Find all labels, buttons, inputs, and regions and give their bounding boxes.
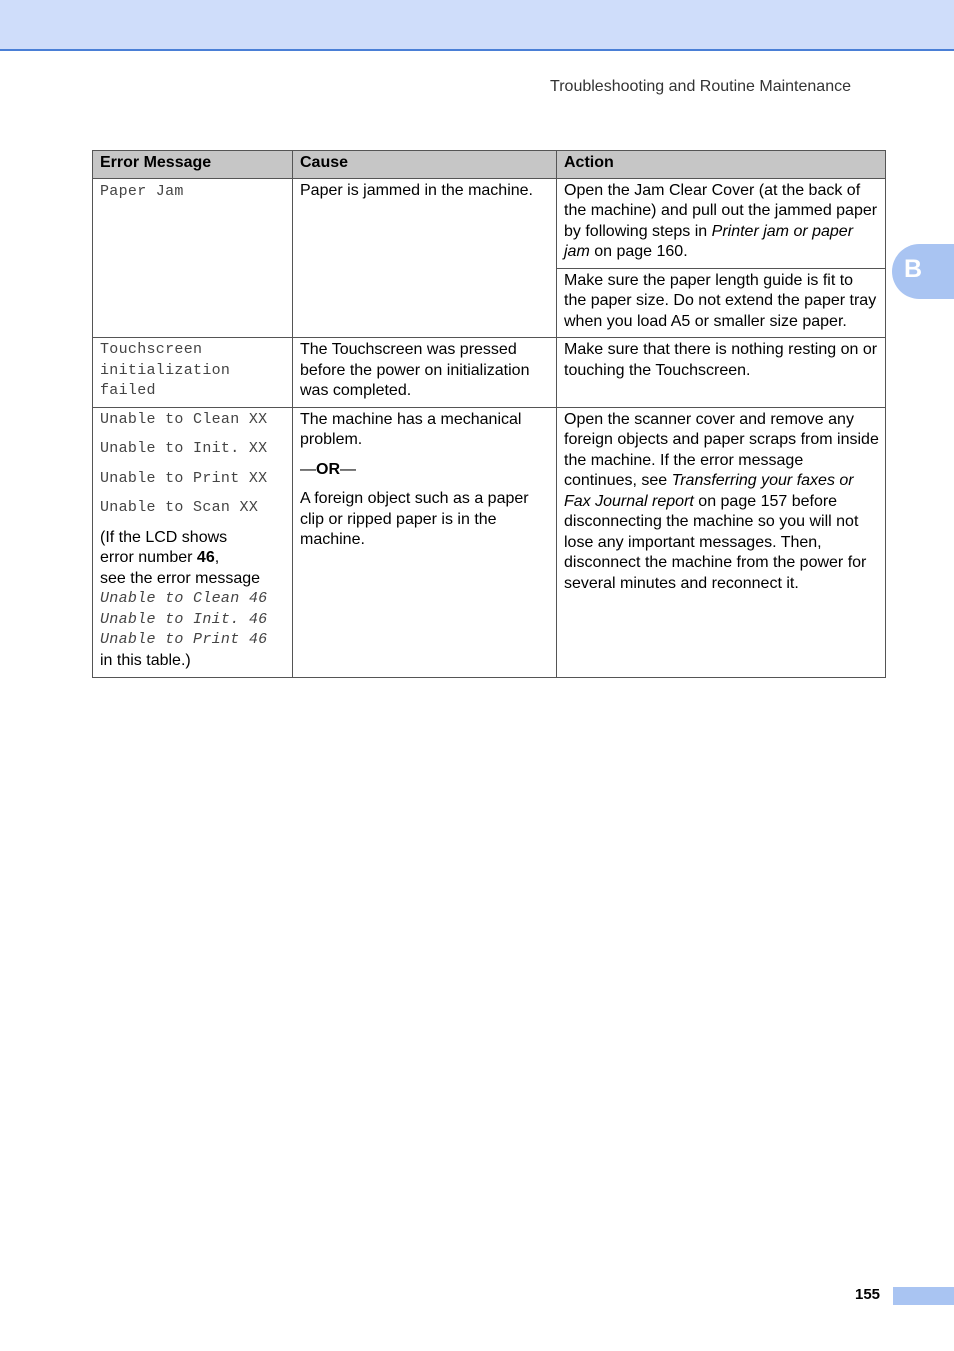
error-message-text: Unable to Scan XX — [100, 499, 259, 516]
cause-cell — [293, 407, 557, 677]
table-row — [93, 338, 886, 408]
table-row — [93, 407, 886, 677]
or-separator — [300, 460, 550, 481]
action-text: on page 157 before disconnecting the machine so you will not lose any important messages. Then, disconnect the machine from the power for several minutes and reconnect it. — [564, 492, 867, 592]
column-header-error-message: Error Message — [93, 151, 293, 179]
error-message-text: initialization — [100, 361, 231, 379]
note-text: (If the LCD shows — [100, 528, 228, 546]
error-message-text: Unable to Init. XX — [100, 440, 268, 457]
column-header-cause: Cause — [293, 151, 557, 179]
cross-reference: Printer jam or paper jam — [564, 222, 854, 260]
action-cell — [557, 407, 886, 677]
chapter-tab-label: B — [904, 255, 923, 283]
cause-cell: The Touchscreen was pressed before the power on initialization was completed. — [293, 338, 557, 408]
note-text: in this table.) — [100, 651, 191, 669]
action-cell: Make sure that there is nothing resting on or touching the Touchscreen. — [557, 338, 886, 408]
cause-cell: Paper is jammed in the machine. — [293, 178, 557, 338]
error-message-text: Paper Jam — [100, 182, 184, 200]
error-cell — [93, 407, 293, 677]
top-header-band — [0, 0, 954, 51]
dash: — — [340, 460, 356, 478]
cause-text: The machine has a mechanical problem. — [300, 410, 522, 448]
error-message-text: Touchscreen — [100, 341, 203, 358]
page-number-bar — [893, 1287, 954, 1305]
or-label: OR — [316, 460, 340, 478]
action-text: on page 160. — [589, 243, 688, 260]
action-cell: Make sure the paper length guide is fit to the paper size. Do not extend the paper tray when you load A5 or smaller size paper. — [557, 268, 886, 338]
error-message-text: Unable to Clean XX — [100, 410, 268, 428]
action-text: Open the scanner cover and remove any foreign objects and paper scraps from inside the machine. If the error message continues, see — [564, 410, 879, 489]
error-cell — [93, 338, 293, 408]
error-message-table — [92, 150, 886, 678]
action-cell — [557, 178, 886, 268]
error-number: 46 — [196, 549, 215, 566]
error-reference: Unable to Print 46 — [100, 631, 268, 648]
note-text-part: error number — [100, 549, 197, 566]
error-reference: Unable to Clean 46 — [100, 590, 268, 607]
error-message-text: failed — [100, 382, 156, 399]
note-text: see the error message — [100, 569, 261, 587]
cause-text: A foreign object such as a paper clip or ripped paper is in the machine. — [300, 490, 529, 548]
action-text: Open the Jam Clear Cover (at the back of the machine) and pull out the jammed paper by following steps in — [564, 181, 878, 240]
cross-reference: Transferring your faxes or Fax Journal report — [564, 472, 854, 510]
running-header: Troubleshooting and Routine Maintenance — [550, 78, 851, 95]
page-number: 155 — [855, 1286, 881, 1303]
error-reference: Unable to Init. 46 — [100, 610, 268, 628]
dash: — — [300, 460, 316, 478]
chapter-tab — [892, 244, 954, 299]
column-header-action: Action — [557, 151, 886, 179]
note-text — [100, 548, 286, 569]
error-message-text: Unable to Print XX — [100, 469, 268, 487]
table-row — [93, 178, 886, 268]
table-header-row — [93, 151, 886, 179]
error-cell — [93, 178, 293, 338]
note-text-part: , — [214, 549, 220, 566]
